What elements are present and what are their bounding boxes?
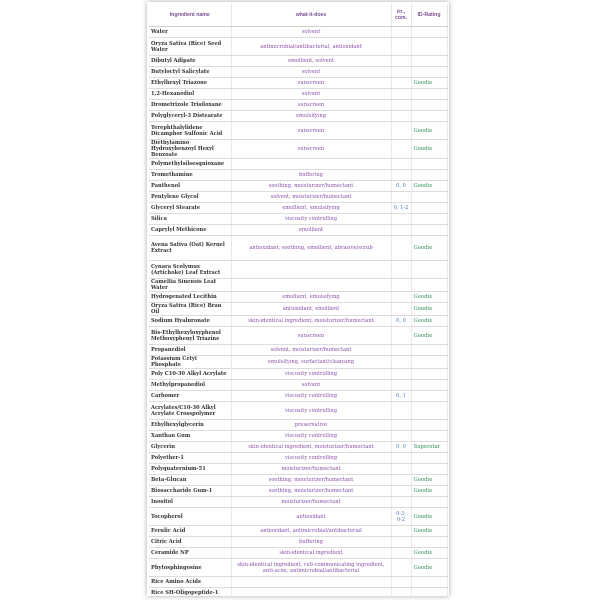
table-row (149, 170, 447, 181)
ingredient-name-link[interactable]: Tromethamine (149, 170, 231, 181)
rating-cell (411, 214, 447, 225)
function-cell: solvent, moisturizer/humectant (231, 192, 391, 203)
table-row (149, 67, 447, 78)
rating-cell: Goodie (411, 236, 447, 261)
table-row (149, 111, 447, 122)
rating-cell (411, 38, 447, 56)
rating-cell: Goodie (411, 140, 447, 159)
ingredient-name-link[interactable]: Oryza Sativa (Rice) Seed Water (149, 38, 231, 56)
table-row (149, 548, 447, 559)
rating-cell (411, 391, 447, 402)
table-row (149, 122, 447, 140)
function-cell: solvent (231, 67, 391, 78)
function-cell: antioxidant, antimicrobial/antibacterial (231, 526, 391, 537)
irritancy-cell (391, 497, 411, 508)
ingredient-name-link[interactable]: Methylpropanediol (149, 380, 231, 391)
rating-cell: Goodie (411, 508, 447, 526)
table-row (149, 292, 447, 303)
table-row (149, 78, 447, 89)
irritancy-cell (391, 89, 411, 100)
ingredient-name-link[interactable]: Bis-Ethylhexyloxyphenol Methoxyphenyl Triazine (149, 327, 231, 345)
function-cell: solvent (231, 89, 391, 100)
function-cell: viscosity controlling (231, 214, 391, 225)
function-cell: skin-identical ingredient (231, 548, 391, 559)
irritancy-cell (391, 464, 411, 475)
rating-cell (411, 431, 447, 442)
ingredient-name-link[interactable]: Inositol (149, 497, 231, 508)
function-cell (231, 279, 391, 292)
irritancy-cell (391, 526, 411, 537)
ingredient-name-link[interactable]: Cynara Scolymus (Artichoke) Leaf Extract (149, 261, 231, 279)
header-ingredient-name[interactable]: Ingredient name (149, 4, 231, 27)
irritancy-cell (391, 369, 411, 380)
rating-cell (411, 453, 447, 464)
table-row (149, 327, 447, 345)
function-cell: emulsifying (231, 111, 391, 122)
ingredient-name-link[interactable]: Oryza Sativa (Rice) Bran Oil (149, 303, 231, 316)
rating-cell (411, 225, 447, 236)
irritancy-cell (391, 170, 411, 181)
function-cell: antioxidant, soothing, emollient, abrasive/scrub (231, 236, 391, 261)
ingredient-name-link[interactable]: Phytosphingosine (149, 559, 231, 577)
table-row (149, 56, 447, 67)
table-row (149, 203, 447, 214)
irritancy-cell (391, 356, 411, 369)
irritancy-cell: 0, 0 (391, 181, 411, 192)
rating-cell (411, 100, 447, 111)
rating-cell (411, 402, 447, 420)
irritancy-cell (391, 402, 411, 420)
rating-cell: Superstar (411, 442, 447, 453)
header-irritancy[interactable]: irr., com. (391, 4, 411, 27)
irritancy-cell (391, 122, 411, 140)
function-cell: buffering (231, 537, 391, 548)
function-cell: viscosity controlling (231, 453, 391, 464)
ingredient-name-link[interactable]: Polyquaternium-51 (149, 464, 231, 475)
ingredient-name-link[interactable]: Tocopherol (149, 508, 231, 526)
function-cell: sunscreen (231, 122, 391, 140)
ingredient-name-link[interactable]: Polyether-1 (149, 453, 231, 464)
rating-cell (411, 464, 447, 475)
ingredient-name-link[interactable]: Water (149, 27, 231, 38)
function-cell: soothing, moisturizer/humectant (231, 181, 391, 192)
irritancy-cell: 0, 1-2 (391, 203, 411, 214)
function-cell: moisturizer/humectant (231, 464, 391, 475)
header-id-rating[interactable]: ID-Rating (411, 4, 447, 27)
irritancy-cell: 0-3, 0-2 (391, 508, 411, 526)
function-cell: viscosity controlling (231, 391, 391, 402)
function-cell: solvent (231, 27, 391, 38)
irritancy-cell (391, 537, 411, 548)
irritancy-cell: 0, 1 (391, 391, 411, 402)
table-row (149, 453, 447, 464)
function-cell: emollient, solvent (231, 56, 391, 67)
rating-cell (411, 369, 447, 380)
table-row (149, 38, 447, 56)
rating-cell (411, 203, 447, 214)
ingredient-name-link[interactable]: Terephthalylidene Dicamphor Sulfonic Acid (149, 122, 231, 140)
rating-cell (411, 261, 447, 279)
ingredient-name-link[interactable]: Butyloctyl Salicylate (149, 67, 231, 78)
ingredient-name-link[interactable]: Rice Amino Acids (149, 577, 231, 588)
table-row (149, 236, 447, 261)
rating-cell: Goodie (411, 122, 447, 140)
rating-cell (411, 89, 447, 100)
table-row (149, 159, 447, 170)
ingredient-name-link[interactable]: Silica (149, 214, 231, 225)
irritancy-cell (391, 475, 411, 486)
irritancy-cell (391, 380, 411, 391)
rating-cell (411, 67, 447, 78)
ingredient-name-link[interactable]: Ethylhexylglycerin (149, 420, 231, 431)
rating-cell: Goodie (411, 316, 447, 327)
table-row (149, 261, 447, 279)
irritancy-cell (391, 159, 411, 170)
table-row (149, 431, 447, 442)
table-row (149, 214, 447, 225)
table-row (149, 380, 447, 391)
table-row (149, 537, 447, 548)
rating-cell: Goodie (411, 548, 447, 559)
irritancy-cell: 0, 0 (391, 316, 411, 327)
irritancy-cell (391, 486, 411, 497)
rating-cell: Goodie (411, 78, 447, 89)
function-cell: skin-identical ingredient, cell-communicating ingredient, anti-acne, antimicrobial/antibacterial (231, 559, 391, 577)
function-cell: solvent, moisturizer/humectant (231, 345, 391, 356)
function-cell: sunscreen (231, 327, 391, 345)
table-row (149, 279, 447, 292)
ingredient-name-link[interactable]: Diethylamino Hydroxybenzoyl Hexyl Benzoate (149, 140, 231, 159)
rating-cell (411, 192, 447, 203)
rating-cell: Goodie (411, 181, 447, 192)
function-cell: buffering (231, 170, 391, 181)
irritancy-cell (391, 27, 411, 38)
rating-cell (411, 27, 447, 38)
rating-cell (411, 497, 447, 508)
table-row (149, 577, 447, 588)
irritancy-cell (391, 577, 411, 588)
irritancy-cell (391, 279, 411, 292)
ingredient-name-link[interactable]: Dibutyl Adipate (149, 56, 231, 67)
table-row (149, 89, 447, 100)
irritancy-cell (391, 56, 411, 67)
ingredient-name-link[interactable]: Sodium Hyaluronate (149, 316, 231, 327)
ingredient-name-link[interactable]: Ferulic Acid (149, 526, 231, 537)
function-cell: emulsifying, surfactant/cleansing (231, 356, 391, 369)
irritancy-cell (391, 588, 411, 597)
ingredient-table-card (147, 2, 449, 596)
rating-cell (411, 588, 447, 597)
table-row (149, 475, 447, 486)
rating-cell: Goodie (411, 486, 447, 497)
irritancy-cell (391, 303, 411, 316)
table-row (149, 402, 447, 420)
table-row (149, 100, 447, 111)
table-row (149, 508, 447, 526)
table-row (149, 140, 447, 159)
ingredient-name-link[interactable]: Camellia Sinensis Leaf Water (149, 279, 231, 292)
table-row (149, 345, 447, 356)
rating-cell (411, 170, 447, 181)
table-row (149, 316, 447, 327)
function-cell: sunscreen (231, 140, 391, 159)
irritancy-cell (391, 431, 411, 442)
header-what-it-does[interactable]: what-it-does (231, 4, 391, 27)
irritancy-cell (391, 453, 411, 464)
irritancy-cell (391, 292, 411, 303)
irritancy-cell: 0, 0 (391, 442, 411, 453)
rating-cell: Goodie (411, 303, 447, 316)
rating-cell (411, 537, 447, 548)
ingredient-name-link[interactable]: Drometrizole Trisiloxane (149, 100, 231, 111)
rating-cell (411, 380, 447, 391)
table-row (149, 526, 447, 537)
ingredient-name-link[interactable]: Caprylyl Methicone (149, 225, 231, 236)
rating-cell (411, 420, 447, 431)
ingredient-name-link[interactable]: Polyglyceryl-3 Distearate (149, 111, 231, 122)
ingredient-name-link[interactable]: Panthenol (149, 181, 231, 192)
table-row (149, 464, 447, 475)
ingredient-name-link[interactable]: Polymethylsilsesquioxane (149, 159, 231, 170)
rating-cell (411, 345, 447, 356)
table-row (149, 303, 447, 316)
ingredient-name-link[interactable]: Avena Sativa (Oat) Kernel Extract (149, 236, 231, 261)
ingredient-name-link[interactable]: Ethylhexyl Triazone (149, 78, 231, 89)
irritancy-cell (391, 559, 411, 577)
function-cell: preservative (231, 420, 391, 431)
ingredient-name-link[interactable]: Citric Acid (149, 537, 231, 548)
function-cell: solvent (231, 380, 391, 391)
rating-cell (411, 356, 447, 369)
irritancy-cell (391, 225, 411, 236)
irritancy-cell (391, 192, 411, 203)
ingredient-name-link[interactable]: Potassium Cetyl Phosphate (149, 356, 231, 369)
function-cell: viscosity controlling (231, 431, 391, 442)
function-cell: antioxidant, emollient (231, 303, 391, 316)
function-cell (231, 577, 391, 588)
rating-cell: Goodie (411, 292, 447, 303)
irritancy-cell (391, 548, 411, 559)
irritancy-cell (391, 236, 411, 261)
rating-cell (411, 279, 447, 292)
ingredient-name-link[interactable]: Hydrogenated Lecithin (149, 292, 231, 303)
table-row (149, 559, 447, 577)
table-row (149, 442, 447, 453)
irritancy-cell (391, 420, 411, 431)
function-cell: emollient, emulsifying (231, 203, 391, 214)
irritancy-cell (391, 38, 411, 56)
rating-cell (411, 56, 447, 67)
irritancy-cell (391, 140, 411, 159)
table-row (149, 588, 447, 597)
function-cell: sunscreen (231, 100, 391, 111)
irritancy-cell (391, 345, 411, 356)
ingredient-name-link[interactable]: Poly C10-30 Alkyl Acrylate (149, 369, 231, 380)
table-row (149, 356, 447, 369)
ingredient-name-link[interactable]: Ceramide NP (149, 548, 231, 559)
ingredient-name-link[interactable]: Glycerin (149, 442, 231, 453)
function-cell: viscosity controlling (231, 402, 391, 420)
irritancy-cell (391, 111, 411, 122)
table-row (149, 181, 447, 192)
rating-cell: Goodie (411, 327, 447, 345)
table-row (149, 225, 447, 236)
table-row (149, 420, 447, 431)
irritancy-cell (391, 214, 411, 225)
ingredient-name-link[interactable]: Carbomer (149, 391, 231, 402)
function-cell: soothing, moisturizer/humectant (231, 486, 391, 497)
table-row (149, 27, 447, 38)
ingredient-name-link[interactable]: Xanthan Gum (149, 431, 231, 442)
ingredient-table (149, 4, 448, 596)
table-row (149, 486, 447, 497)
function-cell: emollient (231, 225, 391, 236)
irritancy-cell (391, 261, 411, 279)
function-cell: emollient, emulsifying (231, 292, 391, 303)
rating-cell: Goodie (411, 475, 447, 486)
function-cell: soothing, moisturizer/humectant (231, 475, 391, 486)
rating-cell (411, 159, 447, 170)
ingredient-name-link[interactable]: Glyceryl Stearate (149, 203, 231, 214)
ingredient-name-link[interactable]: Biosaccharide Gum-1 (149, 486, 231, 497)
ingredient-name-link[interactable]: Pentylene Glycol (149, 192, 231, 203)
function-cell: antimicrobial/antibacterial, antioxidant (231, 38, 391, 56)
table-row (149, 497, 447, 508)
function-cell: sunscreen (231, 78, 391, 89)
ingredient-name-link[interactable]: Acrylates/C10-30 Alkyl Acrylate Crosspolymer (149, 402, 231, 420)
ingredient-name-link[interactable]: Rice SH-Oligopeptide-1 (149, 588, 231, 597)
irritancy-cell (391, 67, 411, 78)
function-cell (231, 159, 391, 170)
rating-cell: Goodie (411, 526, 447, 537)
function-cell: skin-identical ingredient, moisturizer/humectant (231, 316, 391, 327)
table-header-row (149, 4, 447, 27)
function-cell (231, 588, 391, 597)
table-row (149, 369, 447, 380)
rating-cell: Goodie (411, 559, 447, 577)
irritancy-cell (391, 78, 411, 89)
ingredient-name-link[interactable]: Beta-Glucan (149, 475, 231, 486)
function-cell: moisturizer/humectant (231, 497, 391, 508)
table-row (149, 391, 447, 402)
function-cell: antioxidant (231, 508, 391, 526)
irritancy-cell (391, 327, 411, 345)
irritancy-cell (391, 100, 411, 111)
ingredient-name-link[interactable]: 1,2-Hexanediol (149, 89, 231, 100)
ingredient-name-link[interactable]: Propanediol (149, 345, 231, 356)
rating-cell (411, 577, 447, 588)
rating-cell (411, 111, 447, 122)
table-row (149, 192, 447, 203)
function-cell: viscosity controlling (231, 369, 391, 380)
function-cell (231, 261, 391, 279)
function-cell: skin-identical ingredient, moisturizer/humectant (231, 442, 391, 453)
